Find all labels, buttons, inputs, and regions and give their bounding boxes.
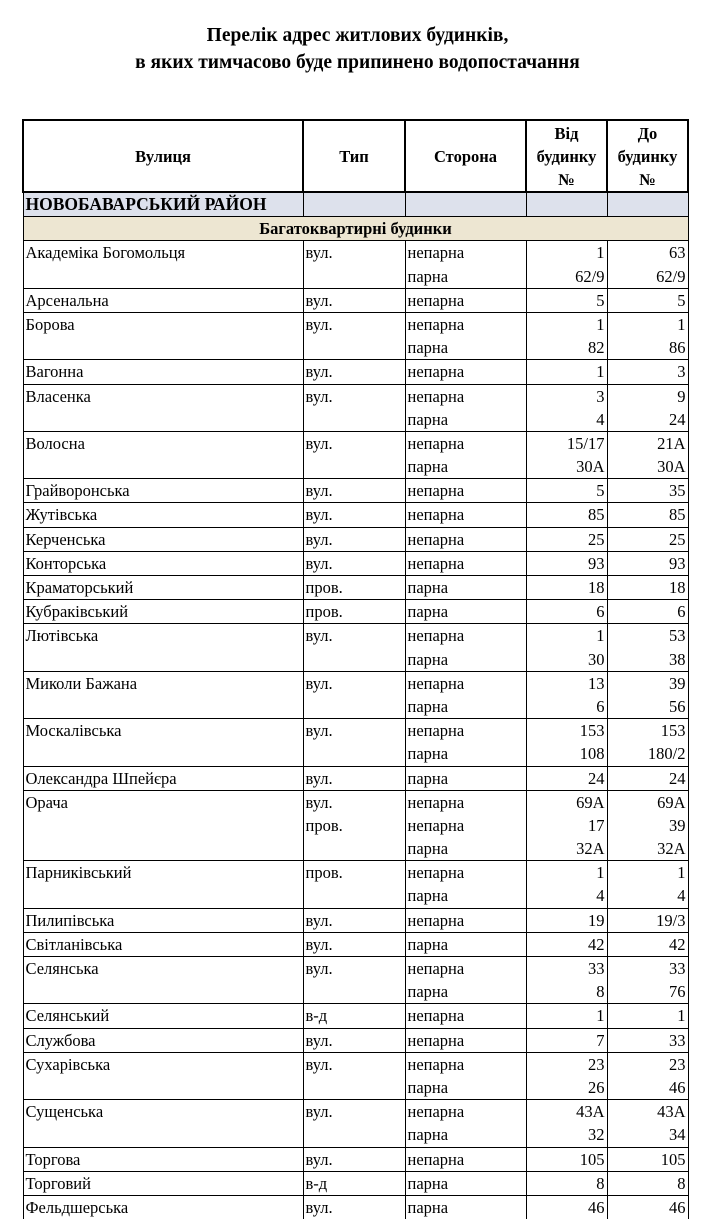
- type-cell: вул.: [303, 431, 405, 455]
- header-type: Тип: [303, 120, 405, 192]
- from-house-cell: 1: [526, 241, 607, 265]
- side-cell: непарна: [405, 479, 526, 503]
- type-cell: вул.: [303, 1100, 405, 1124]
- table-row: [23, 576, 688, 600]
- to-house-cell: 9: [607, 384, 688, 408]
- table-header-row: [23, 120, 688, 192]
- type-cell: пров.: [303, 861, 405, 885]
- type-cell: [303, 455, 405, 479]
- table-row: [23, 837, 688, 861]
- table-row: [23, 527, 688, 551]
- header-to: [607, 120, 688, 192]
- header-from-line-1: Від: [554, 123, 579, 143]
- table-row: [23, 455, 688, 479]
- street-cell: [23, 648, 303, 672]
- table-row: [23, 908, 688, 932]
- street-cell: Борова: [23, 312, 303, 336]
- street-cell: Академіка Богомольця: [23, 241, 303, 265]
- type-cell: вул.: [303, 312, 405, 336]
- table-row: [23, 312, 688, 336]
- from-house-cell: 8: [526, 980, 607, 1004]
- to-house-cell: 39: [607, 814, 688, 837]
- type-cell: вул.: [303, 288, 405, 312]
- side-cell: непарна: [405, 503, 526, 527]
- street-cell: [23, 695, 303, 719]
- side-cell: непарна: [405, 431, 526, 455]
- side-cell: непарна: [405, 1028, 526, 1052]
- table-row: [23, 360, 688, 384]
- street-cell: Сущенська: [23, 1100, 303, 1124]
- street-cell: Миколи Бажана: [23, 671, 303, 695]
- to-house-cell: 34: [607, 1123, 688, 1147]
- side-cell: непарна: [405, 312, 526, 336]
- street-cell: Краматорський: [23, 576, 303, 600]
- table-row: [23, 648, 688, 672]
- to-house-cell: 1: [607, 312, 688, 336]
- from-house-cell: 18: [526, 576, 607, 600]
- side-cell: парна: [405, 1171, 526, 1195]
- side-cell: парна: [405, 265, 526, 289]
- table-row: [23, 384, 688, 408]
- type-cell: вул.: [303, 241, 405, 265]
- side-cell: парна: [405, 932, 526, 956]
- street-cell: Конторська: [23, 551, 303, 575]
- side-cell: парна: [405, 408, 526, 432]
- type-cell: вул.: [303, 624, 405, 648]
- type-cell: вул.: [303, 551, 405, 575]
- to-house-cell: 153: [607, 719, 688, 743]
- table-row: [23, 1076, 688, 1100]
- type-cell: вул.: [303, 384, 405, 408]
- table-row: [23, 479, 688, 503]
- type-cell: в-д: [303, 1171, 405, 1195]
- street-cell: Волосна: [23, 431, 303, 455]
- to-house-cell: 43А: [607, 1100, 688, 1124]
- from-house-cell: 23: [526, 1052, 607, 1076]
- street-cell: Торгова: [23, 1147, 303, 1171]
- street-cell: [23, 455, 303, 479]
- street-cell: [23, 336, 303, 360]
- from-house-cell: 25: [526, 527, 607, 551]
- from-house-cell: 33: [526, 957, 607, 981]
- type-cell: [303, 695, 405, 719]
- side-cell: непарна: [405, 814, 526, 837]
- type-cell: вул.: [303, 1052, 405, 1076]
- table-row: [23, 503, 688, 527]
- title-line-1: Перелік адрес житлових будинків,: [206, 25, 509, 46]
- from-house-cell: 5: [526, 288, 607, 312]
- type-cell: вул.: [303, 1195, 405, 1219]
- header-to-line-2: будинку: [617, 146, 678, 166]
- district-empty-cell: [405, 192, 526, 217]
- street-cell: Керченська: [23, 527, 303, 551]
- table-row: [23, 600, 688, 624]
- street-cell: Фельдшерська: [23, 1195, 303, 1219]
- type-cell: в-д: [303, 1004, 405, 1028]
- from-house-cell: 4: [526, 884, 607, 908]
- district-empty-cell: [607, 192, 688, 217]
- side-cell: парна: [405, 742, 526, 766]
- type-cell: вул.: [303, 1028, 405, 1052]
- side-cell: парна: [405, 576, 526, 600]
- from-house-cell: 32: [526, 1123, 607, 1147]
- header-from: [526, 120, 607, 192]
- to-house-cell: 38: [607, 648, 688, 672]
- from-house-cell: 46: [526, 1195, 607, 1219]
- addresses-table: [22, 119, 689, 1219]
- street-cell: Торговий: [23, 1171, 303, 1195]
- from-house-cell: 42: [526, 932, 607, 956]
- to-house-cell: 69А: [607, 790, 688, 814]
- to-house-cell: 39: [607, 671, 688, 695]
- type-cell: вул.: [303, 932, 405, 956]
- from-house-cell: 7: [526, 1028, 607, 1052]
- side-cell: непарна: [405, 908, 526, 932]
- type-cell: вул.: [303, 908, 405, 932]
- category-row: [23, 217, 688, 241]
- table-row: [23, 288, 688, 312]
- to-house-cell: 180/2: [607, 742, 688, 766]
- table-row: [23, 1028, 688, 1052]
- to-house-cell: 1: [607, 861, 688, 885]
- street-cell: [23, 980, 303, 1004]
- street-cell: Грайворонська: [23, 479, 303, 503]
- table-row: [23, 1004, 688, 1028]
- document-title: [0, 22, 715, 76]
- side-cell: непарна: [405, 1052, 526, 1076]
- from-house-cell: 6: [526, 600, 607, 624]
- from-house-cell: 153: [526, 719, 607, 743]
- street-cell: Власенка: [23, 384, 303, 408]
- type-cell: [303, 648, 405, 672]
- table-row: [23, 551, 688, 575]
- from-house-cell: 1: [526, 624, 607, 648]
- table-row: [23, 814, 688, 837]
- from-house-cell: 3: [526, 384, 607, 408]
- street-cell: Службова: [23, 1028, 303, 1052]
- side-cell: непарна: [405, 1100, 526, 1124]
- type-cell: пров.: [303, 600, 405, 624]
- to-house-cell: 4: [607, 884, 688, 908]
- table-row: [23, 742, 688, 766]
- type-cell: [303, 265, 405, 289]
- street-cell: Селянський: [23, 1004, 303, 1028]
- type-cell: [303, 742, 405, 766]
- to-house-cell: 46: [607, 1076, 688, 1100]
- street-cell: [23, 837, 303, 861]
- title-line-2: в яких тимчасово буде припинено водопостачання: [135, 52, 580, 73]
- from-house-cell: 5: [526, 479, 607, 503]
- to-house-cell: 46: [607, 1195, 688, 1219]
- from-house-cell: 69А: [526, 790, 607, 814]
- side-cell: непарна: [405, 719, 526, 743]
- header-side: Сторона: [405, 120, 526, 192]
- street-cell: Вагонна: [23, 360, 303, 384]
- to-house-cell: 5: [607, 288, 688, 312]
- street-cell: Сухарівська: [23, 1052, 303, 1076]
- side-cell: парна: [405, 600, 526, 624]
- table-row: [23, 408, 688, 432]
- from-house-cell: 1: [526, 312, 607, 336]
- table-row: [23, 431, 688, 455]
- street-cell: Пилипівська: [23, 908, 303, 932]
- from-house-cell: 93: [526, 551, 607, 575]
- to-house-cell: 19/3: [607, 908, 688, 932]
- table-row: [23, 766, 688, 790]
- header-to-line-3: №: [639, 169, 656, 189]
- from-house-cell: 82: [526, 336, 607, 360]
- to-house-cell: 6: [607, 600, 688, 624]
- type-cell: [303, 408, 405, 432]
- from-house-cell: 1: [526, 360, 607, 384]
- to-house-cell: 53: [607, 624, 688, 648]
- from-house-cell: 85: [526, 503, 607, 527]
- from-house-cell: 30: [526, 648, 607, 672]
- side-cell: парна: [405, 1076, 526, 1100]
- to-house-cell: 56: [607, 695, 688, 719]
- side-cell: непарна: [405, 624, 526, 648]
- side-cell: непарна: [405, 288, 526, 312]
- type-cell: вул.: [303, 479, 405, 503]
- to-house-cell: 25: [607, 527, 688, 551]
- type-cell: [303, 1076, 405, 1100]
- from-house-cell: 108: [526, 742, 607, 766]
- table-row: [23, 1123, 688, 1147]
- from-house-cell: 4: [526, 408, 607, 432]
- table-row: [23, 336, 688, 360]
- table-row: [23, 884, 688, 908]
- district-empty-cell: [526, 192, 607, 217]
- type-cell: [303, 980, 405, 1004]
- type-cell: [303, 336, 405, 360]
- type-cell: вул.: [303, 790, 405, 814]
- from-house-cell: 30А: [526, 455, 607, 479]
- district-empty-cell: [303, 192, 405, 217]
- to-house-cell: 24: [607, 766, 688, 790]
- side-cell: парна: [405, 1195, 526, 1219]
- to-house-cell: 85: [607, 503, 688, 527]
- street-cell: Орача: [23, 790, 303, 814]
- street-cell: Світланівська: [23, 932, 303, 956]
- table-row: [23, 861, 688, 885]
- from-house-cell: 43А: [526, 1100, 607, 1124]
- from-house-cell: 62/9: [526, 265, 607, 289]
- type-cell: вул.: [303, 719, 405, 743]
- street-cell: Лютівська: [23, 624, 303, 648]
- from-house-cell: 32А: [526, 837, 607, 861]
- type-cell: вул.: [303, 527, 405, 551]
- side-cell: непарна: [405, 241, 526, 265]
- table-row: [23, 980, 688, 1004]
- side-cell: непарна: [405, 527, 526, 551]
- street-cell: [23, 408, 303, 432]
- side-cell: парна: [405, 648, 526, 672]
- type-cell: [303, 884, 405, 908]
- table-row: [23, 1195, 688, 1219]
- to-house-cell: 63: [607, 241, 688, 265]
- to-house-cell: 86: [607, 336, 688, 360]
- table-row: [23, 932, 688, 956]
- from-house-cell: 6: [526, 695, 607, 719]
- side-cell: непарна: [405, 1147, 526, 1171]
- street-cell: [23, 884, 303, 908]
- street-cell: [23, 1076, 303, 1100]
- to-house-cell: 62/9: [607, 265, 688, 289]
- type-cell: вул.: [303, 957, 405, 981]
- to-house-cell: 35: [607, 479, 688, 503]
- side-cell: парна: [405, 455, 526, 479]
- table-row: [23, 719, 688, 743]
- category-label: Багатоквартирні будинки: [23, 217, 688, 241]
- from-house-cell: 17: [526, 814, 607, 837]
- type-cell: пров.: [303, 576, 405, 600]
- from-house-cell: 13: [526, 671, 607, 695]
- to-house-cell: 23: [607, 1052, 688, 1076]
- side-cell: парна: [405, 980, 526, 1004]
- to-house-cell: 93: [607, 551, 688, 575]
- to-house-cell: 33: [607, 1028, 688, 1052]
- type-cell: [303, 1123, 405, 1147]
- side-cell: непарна: [405, 790, 526, 814]
- type-cell: вул.: [303, 671, 405, 695]
- table-row: [23, 1100, 688, 1124]
- table-row: [23, 790, 688, 814]
- to-house-cell: 33: [607, 957, 688, 981]
- to-house-cell: 76: [607, 980, 688, 1004]
- side-cell: непарна: [405, 360, 526, 384]
- from-house-cell: 19: [526, 908, 607, 932]
- table-row: [23, 1171, 688, 1195]
- table-row: [23, 265, 688, 289]
- side-cell: парна: [405, 884, 526, 908]
- from-house-cell: 15/17: [526, 431, 607, 455]
- from-house-cell: 8: [526, 1171, 607, 1195]
- district-name: НОВОБАВАРСЬКИЙ РАЙОН: [23, 192, 303, 217]
- header-from-line-3: №: [558, 169, 575, 189]
- street-cell: Селянська: [23, 957, 303, 981]
- street-cell: Парниківський: [23, 861, 303, 885]
- side-cell: непарна: [405, 957, 526, 981]
- to-house-cell: 105: [607, 1147, 688, 1171]
- to-house-cell: 24: [607, 408, 688, 432]
- to-house-cell: 21А: [607, 431, 688, 455]
- side-cell: непарна: [405, 671, 526, 695]
- street-cell: Жутівська: [23, 503, 303, 527]
- side-cell: непарна: [405, 1004, 526, 1028]
- side-cell: непарна: [405, 861, 526, 885]
- to-house-cell: 32А: [607, 837, 688, 861]
- type-cell: вул.: [303, 503, 405, 527]
- side-cell: парна: [405, 695, 526, 719]
- header-street: Вулиця: [23, 120, 303, 192]
- from-house-cell: 1: [526, 861, 607, 885]
- street-cell: [23, 742, 303, 766]
- to-house-cell: 42: [607, 932, 688, 956]
- table-row: [23, 1147, 688, 1171]
- type-cell: [303, 837, 405, 861]
- table-row: [23, 695, 688, 719]
- type-cell: вул.: [303, 360, 405, 384]
- street-cell: Москалівська: [23, 719, 303, 743]
- type-cell: вул.: [303, 766, 405, 790]
- district-row: [23, 192, 688, 217]
- to-house-cell: 30А: [607, 455, 688, 479]
- street-cell: [23, 814, 303, 837]
- from-house-cell: 105: [526, 1147, 607, 1171]
- table-row: [23, 241, 688, 265]
- table-row: [23, 624, 688, 648]
- street-cell: Арсенальна: [23, 288, 303, 312]
- to-house-cell: 1: [607, 1004, 688, 1028]
- side-cell: парна: [405, 336, 526, 360]
- to-house-cell: 3: [607, 360, 688, 384]
- from-house-cell: 1: [526, 1004, 607, 1028]
- from-house-cell: 26: [526, 1076, 607, 1100]
- street-cell: Кубраківський: [23, 600, 303, 624]
- street-cell: Олександра Шпейєра: [23, 766, 303, 790]
- type-cell: вул.: [303, 1147, 405, 1171]
- to-house-cell: 8: [607, 1171, 688, 1195]
- side-cell: непарна: [405, 551, 526, 575]
- side-cell: парна: [405, 837, 526, 861]
- table-row: [23, 957, 688, 981]
- from-house-cell: 24: [526, 766, 607, 790]
- table-row: [23, 671, 688, 695]
- header-to-line-1: До: [637, 123, 658, 143]
- street-cell: [23, 265, 303, 289]
- side-cell: парна: [405, 766, 526, 790]
- street-cell: [23, 1123, 303, 1147]
- header-from-line-2: будинку: [536, 146, 597, 166]
- table-row: [23, 1052, 688, 1076]
- to-house-cell: 18: [607, 576, 688, 600]
- side-cell: парна: [405, 1123, 526, 1147]
- side-cell: непарна: [405, 384, 526, 408]
- type-cell: пров.: [303, 814, 405, 837]
